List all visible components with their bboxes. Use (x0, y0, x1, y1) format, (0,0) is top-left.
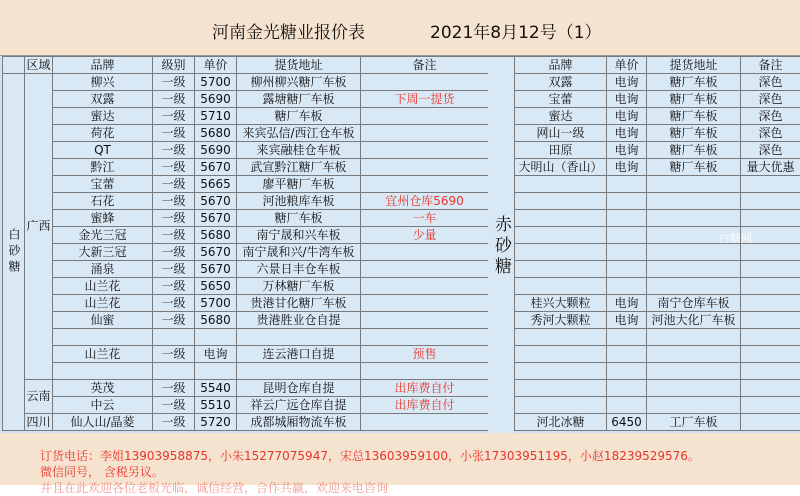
brand-cell: 大新三冠 (53, 244, 153, 261)
price-cell: 电询 (607, 74, 647, 91)
brand-cell (515, 193, 607, 210)
price-cell: 5665 (195, 176, 237, 193)
brand-cell: 石花 (53, 193, 153, 210)
table-row (515, 210, 800, 227)
table-row (3, 346, 489, 363)
brand-cell (515, 244, 607, 261)
column-header: 品牌 (515, 57, 607, 74)
address-cell: 露塘糖厂车板 (237, 91, 361, 108)
address-cell: 糖厂车板 (647, 159, 741, 176)
address-cell (647, 210, 741, 227)
brand-cell (515, 329, 607, 346)
grade-cell (153, 363, 195, 380)
grade-cell: 一级 (153, 91, 195, 108)
note-cell: 深色 (741, 91, 800, 108)
price-cell: 5540 (195, 380, 237, 397)
address-cell: 贵港甘化糖厂车板 (237, 295, 361, 312)
brand-cell: QT (53, 142, 153, 159)
column-header: 提货地址 (237, 57, 361, 74)
table-row (3, 397, 489, 414)
address-cell: 连云港口自提 (237, 346, 361, 363)
grade-cell: 一级 (153, 312, 195, 329)
note-cell (741, 176, 800, 193)
brand-cell: 蜜达 (53, 108, 153, 125)
brand-cell (515, 397, 607, 414)
brand-cell: 秀河大颗粒 (515, 312, 607, 329)
note-cell (741, 295, 800, 312)
brand-cell (53, 363, 153, 380)
grade-cell: 一级 (153, 397, 195, 414)
note-cell (741, 193, 800, 210)
grade-cell: 一级 (153, 159, 195, 176)
address-cell: 糖厂车板 (237, 108, 361, 125)
note-cell (741, 261, 800, 278)
price-cell (195, 363, 237, 380)
note-cell (361, 363, 489, 380)
table-row (3, 312, 489, 329)
grade-cell: 一级 (153, 295, 195, 312)
grade-cell: 一级 (153, 125, 195, 142)
grade-cell: 一级 (153, 244, 195, 261)
table-row (515, 159, 800, 176)
price-cell: 电询 (195, 346, 237, 363)
note-cell: 深色 (741, 142, 800, 159)
note-cell: 少量 (361, 227, 489, 244)
note-cell: 宜州仓库5690 (361, 193, 489, 210)
grade-cell: 一级 (153, 380, 195, 397)
address-cell: 河池粮库车板 (237, 193, 361, 210)
table-row (3, 142, 489, 159)
address-cell: 来宾融桂仓车板 (237, 142, 361, 159)
brand-cell (515, 278, 607, 295)
table-row (3, 363, 489, 380)
brand-cell (515, 380, 607, 397)
address-cell: 南宁仓库车板 (647, 295, 741, 312)
note-cell (741, 414, 800, 431)
note-cell (741, 363, 800, 380)
price-cell: 电询 (607, 125, 647, 142)
table-row (3, 295, 489, 312)
price-cell: 5670 (195, 193, 237, 210)
grade-cell: 一级 (153, 346, 195, 363)
note-cell (361, 278, 489, 295)
brand-cell: 蜜达 (515, 108, 607, 125)
address-cell (647, 244, 741, 261)
brand-cell (515, 363, 607, 380)
price-cell: 电询 (607, 312, 647, 329)
table-row (3, 244, 489, 261)
price-cell (607, 176, 647, 193)
grade-cell: 一级 (153, 108, 195, 125)
price-cell: 5690 (195, 91, 237, 108)
footer (0, 433, 800, 485)
price-cell (607, 193, 647, 210)
note-cell (741, 397, 800, 414)
brand-cell: 山兰花 (53, 278, 153, 295)
address-cell: 糖厂车板 (237, 210, 361, 227)
grade-cell: 一级 (153, 414, 195, 431)
title-bar (0, 0, 800, 56)
table-row (3, 176, 489, 193)
grade-cell: 一级 (153, 142, 195, 159)
address-cell (647, 278, 741, 295)
price-cell (607, 329, 647, 346)
price-cell: 5510 (195, 397, 237, 414)
grade-cell: 一级 (153, 193, 195, 210)
note-cell (361, 74, 489, 91)
column-header: 备注 (741, 57, 800, 74)
brand-cell: 仙人山/晶菱 (53, 414, 153, 431)
brand-cell: 中云 (53, 397, 153, 414)
table-row (3, 210, 489, 227)
table-row (3, 74, 489, 91)
watermark-text: 白糖网 (719, 230, 752, 246)
address-cell: 祥云广远仓库自提 (237, 397, 361, 414)
grade-cell: 一级 (153, 210, 195, 227)
red-sugar-label: 赤砂糖 (490, 215, 512, 278)
brand-cell: 黔江 (53, 159, 153, 176)
table-row (3, 261, 489, 278)
column-header: 品牌 (53, 57, 153, 74)
note-cell (361, 159, 489, 176)
address-cell (647, 380, 741, 397)
table-row (515, 193, 800, 210)
table-row (515, 312, 800, 329)
price-cell (607, 278, 647, 295)
address-cell: 柳州柳兴糖厂车板 (237, 74, 361, 91)
grade-cell (153, 329, 195, 346)
brand-cell: 双露 (53, 91, 153, 108)
address-cell: 南宁晟和兴车板 (237, 227, 361, 244)
table-row (515, 329, 800, 346)
brand-cell: 网山一级 (515, 125, 607, 142)
note-cell (361, 244, 489, 261)
address-cell: 贵港胜业仓自提 (237, 312, 361, 329)
grade-cell: 一级 (153, 176, 195, 193)
address-cell (647, 346, 741, 363)
grade-cell: 一级 (153, 227, 195, 244)
table-row (515, 91, 800, 108)
table-row (515, 74, 800, 91)
region-guangxi: 广西 (25, 74, 53, 380)
price-cell (607, 244, 647, 261)
address-cell: 万林糖厂车板 (237, 278, 361, 295)
note-cell (361, 261, 489, 278)
price-cell: 5700 (195, 295, 237, 312)
address-cell (647, 363, 741, 380)
price-cell (607, 363, 647, 380)
note-cell (741, 244, 800, 261)
brand-cell: 大明山（香山） (515, 159, 607, 176)
brand-cell: 柳兴 (53, 74, 153, 91)
sheet-date: 2021年8月12号（1） (430, 18, 602, 43)
address-cell: 成都城厢物流车板 (237, 414, 361, 431)
table-row (515, 363, 800, 380)
price-cell: 5720 (195, 414, 237, 431)
brand-cell: 宝蕾 (53, 176, 153, 193)
note-cell (741, 210, 800, 227)
white-sugar-table (2, 56, 489, 431)
brand-cell: 涌泉 (53, 261, 153, 278)
column-header: 单价 (607, 57, 647, 74)
address-cell (647, 329, 741, 346)
table-row (515, 414, 800, 431)
region-sichuan: 四川 (25, 414, 53, 431)
table-row (515, 380, 800, 397)
price-cell: 5680 (195, 312, 237, 329)
address-cell: 六景日丰仓车板 (237, 261, 361, 278)
brand-cell: 荷花 (53, 125, 153, 142)
address-cell (237, 363, 361, 380)
table-row (515, 244, 800, 261)
table-row (515, 142, 800, 159)
note-cell (741, 329, 800, 346)
address-cell: 糖厂车板 (647, 125, 741, 142)
address-cell: 来宾弘信/西江仓车板 (237, 125, 361, 142)
brand-cell (515, 346, 607, 363)
column-header: 单价 (195, 57, 237, 74)
table-row (3, 108, 489, 125)
price-cell: 5710 (195, 108, 237, 125)
address-cell: 南宁晟和兴/牛湾车板 (237, 244, 361, 261)
table-row (515, 278, 800, 295)
brand-cell: 田原 (515, 142, 607, 159)
note-cell (361, 142, 489, 159)
note-cell (741, 278, 800, 295)
address-cell: 糖厂车板 (647, 108, 741, 125)
brand-cell: 桂兴大颗粒 (515, 295, 607, 312)
grade-cell: 一级 (153, 278, 195, 295)
table-row (3, 227, 489, 244)
column-header: 区域 (25, 57, 53, 74)
table-row (515, 295, 800, 312)
note-cell: 出库费自付 (361, 397, 489, 414)
brand-cell: 山兰花 (53, 295, 153, 312)
table-row (3, 278, 489, 295)
table-row (3, 193, 489, 210)
table-row (515, 397, 800, 414)
address-cell: 糖厂车板 (647, 91, 741, 108)
note-cell (361, 312, 489, 329)
brand-cell (515, 210, 607, 227)
note-cell: 出库费自付 (361, 380, 489, 397)
price-cell: 5680 (195, 125, 237, 142)
note-cell (361, 329, 489, 346)
address-cell: 武宣黔江糖厂车板 (237, 159, 361, 176)
address-cell (237, 329, 361, 346)
price-cell (607, 380, 647, 397)
note-cell (361, 125, 489, 142)
brand-cell: 金光三冠 (53, 227, 153, 244)
table-row (515, 176, 800, 193)
price-cell: 电询 (607, 108, 647, 125)
table-row (515, 346, 800, 363)
price-cell: 5670 (195, 261, 237, 278)
white-sugar-label: 白砂糖 (3, 74, 25, 431)
brand-cell: 双露 (515, 74, 607, 91)
price-cell: 5670 (195, 159, 237, 176)
note-cell: 一车 (361, 210, 489, 227)
table-row (3, 329, 489, 346)
column-header: 提货地址 (647, 57, 741, 74)
address-cell: 糖厂车板 (647, 142, 741, 159)
brand-cell: 仙蜜 (53, 312, 153, 329)
price-cell (607, 227, 647, 244)
price-cell (195, 329, 237, 346)
brand-cell: 蜜蜂 (53, 210, 153, 227)
brand-cell: 河北冰糖 (515, 414, 607, 431)
brand-cell (515, 261, 607, 278)
table-row (515, 125, 800, 142)
table-row (515, 261, 800, 278)
table-row (3, 125, 489, 142)
note-cell (741, 346, 800, 363)
note-cell (741, 380, 800, 397)
address-cell: 廖平糖厂车板 (237, 176, 361, 193)
address-cell: 昆明仓库自提 (237, 380, 361, 397)
footer-line3: 并且在此欢迎各位老板光临，诚信经营，合作共赢，欢迎来电咨询 (40, 479, 388, 496)
address-cell (647, 176, 741, 193)
address-cell: 糖厂车板 (647, 74, 741, 91)
table-row (3, 380, 489, 397)
note-cell (361, 414, 489, 431)
address-cell: 工厂车板 (647, 414, 741, 431)
header-row (515, 57, 800, 74)
red-sugar-table (514, 56, 800, 431)
note-cell (741, 312, 800, 329)
brand-cell (515, 176, 607, 193)
brand-cell (515, 227, 607, 244)
price-cell: 5700 (195, 74, 237, 91)
price-cell: 电询 (607, 295, 647, 312)
column-header: 备注 (361, 57, 489, 74)
table-row (515, 108, 800, 125)
price-cell (607, 346, 647, 363)
grade-cell: 一级 (153, 261, 195, 278)
grade-cell: 一级 (153, 74, 195, 91)
price-cell (607, 397, 647, 414)
address-cell (647, 193, 741, 210)
header-row (3, 57, 489, 74)
header-spacer (3, 57, 25, 74)
address-cell (647, 261, 741, 278)
note-cell: 量大优惠 (741, 159, 800, 176)
price-cell: 5680 (195, 227, 237, 244)
price-cell (607, 210, 647, 227)
price-cell: 5690 (195, 142, 237, 159)
table-row (3, 91, 489, 108)
brand-cell: 宝蕾 (515, 91, 607, 108)
address-cell (647, 397, 741, 414)
sheet-title: 河南金光糖业报价表 (212, 18, 365, 43)
price-cell: 5670 (195, 244, 237, 261)
price-cell: 电询 (607, 142, 647, 159)
price-cell: 电询 (607, 159, 647, 176)
note-cell: 深色 (741, 125, 800, 142)
brand-cell (53, 329, 153, 346)
column-header: 级别 (153, 57, 195, 74)
region-yunnan: 云南 (25, 380, 53, 414)
price-cell (607, 261, 647, 278)
brand-cell: 山兰花 (53, 346, 153, 363)
price-cell: 6450 (607, 414, 647, 431)
brand-cell: 英茂 (53, 380, 153, 397)
address-cell: 河池大化厂车板 (647, 312, 741, 329)
footer-contacts: 订货电话：李姐13903958875，小朱15277075947，宋总13603959100，小张17303951195，小赵18239529576。 (40, 447, 700, 464)
footer-wechat: 微信同号， 含税另议。 (40, 463, 164, 480)
price-cell: 电询 (607, 91, 647, 108)
note-cell (361, 295, 489, 312)
note-cell: 下周一提货 (361, 91, 489, 108)
price-cell: 5650 (195, 278, 237, 295)
note-cell (361, 176, 489, 193)
table-row (3, 159, 489, 176)
note-cell: 深色 (741, 108, 800, 125)
note-cell: 深色 (741, 74, 800, 91)
note-cell: 预售 (361, 346, 489, 363)
table-row (3, 414, 489, 431)
table-row (515, 227, 800, 244)
price-cell: 5670 (195, 210, 237, 227)
note-cell (361, 108, 489, 125)
